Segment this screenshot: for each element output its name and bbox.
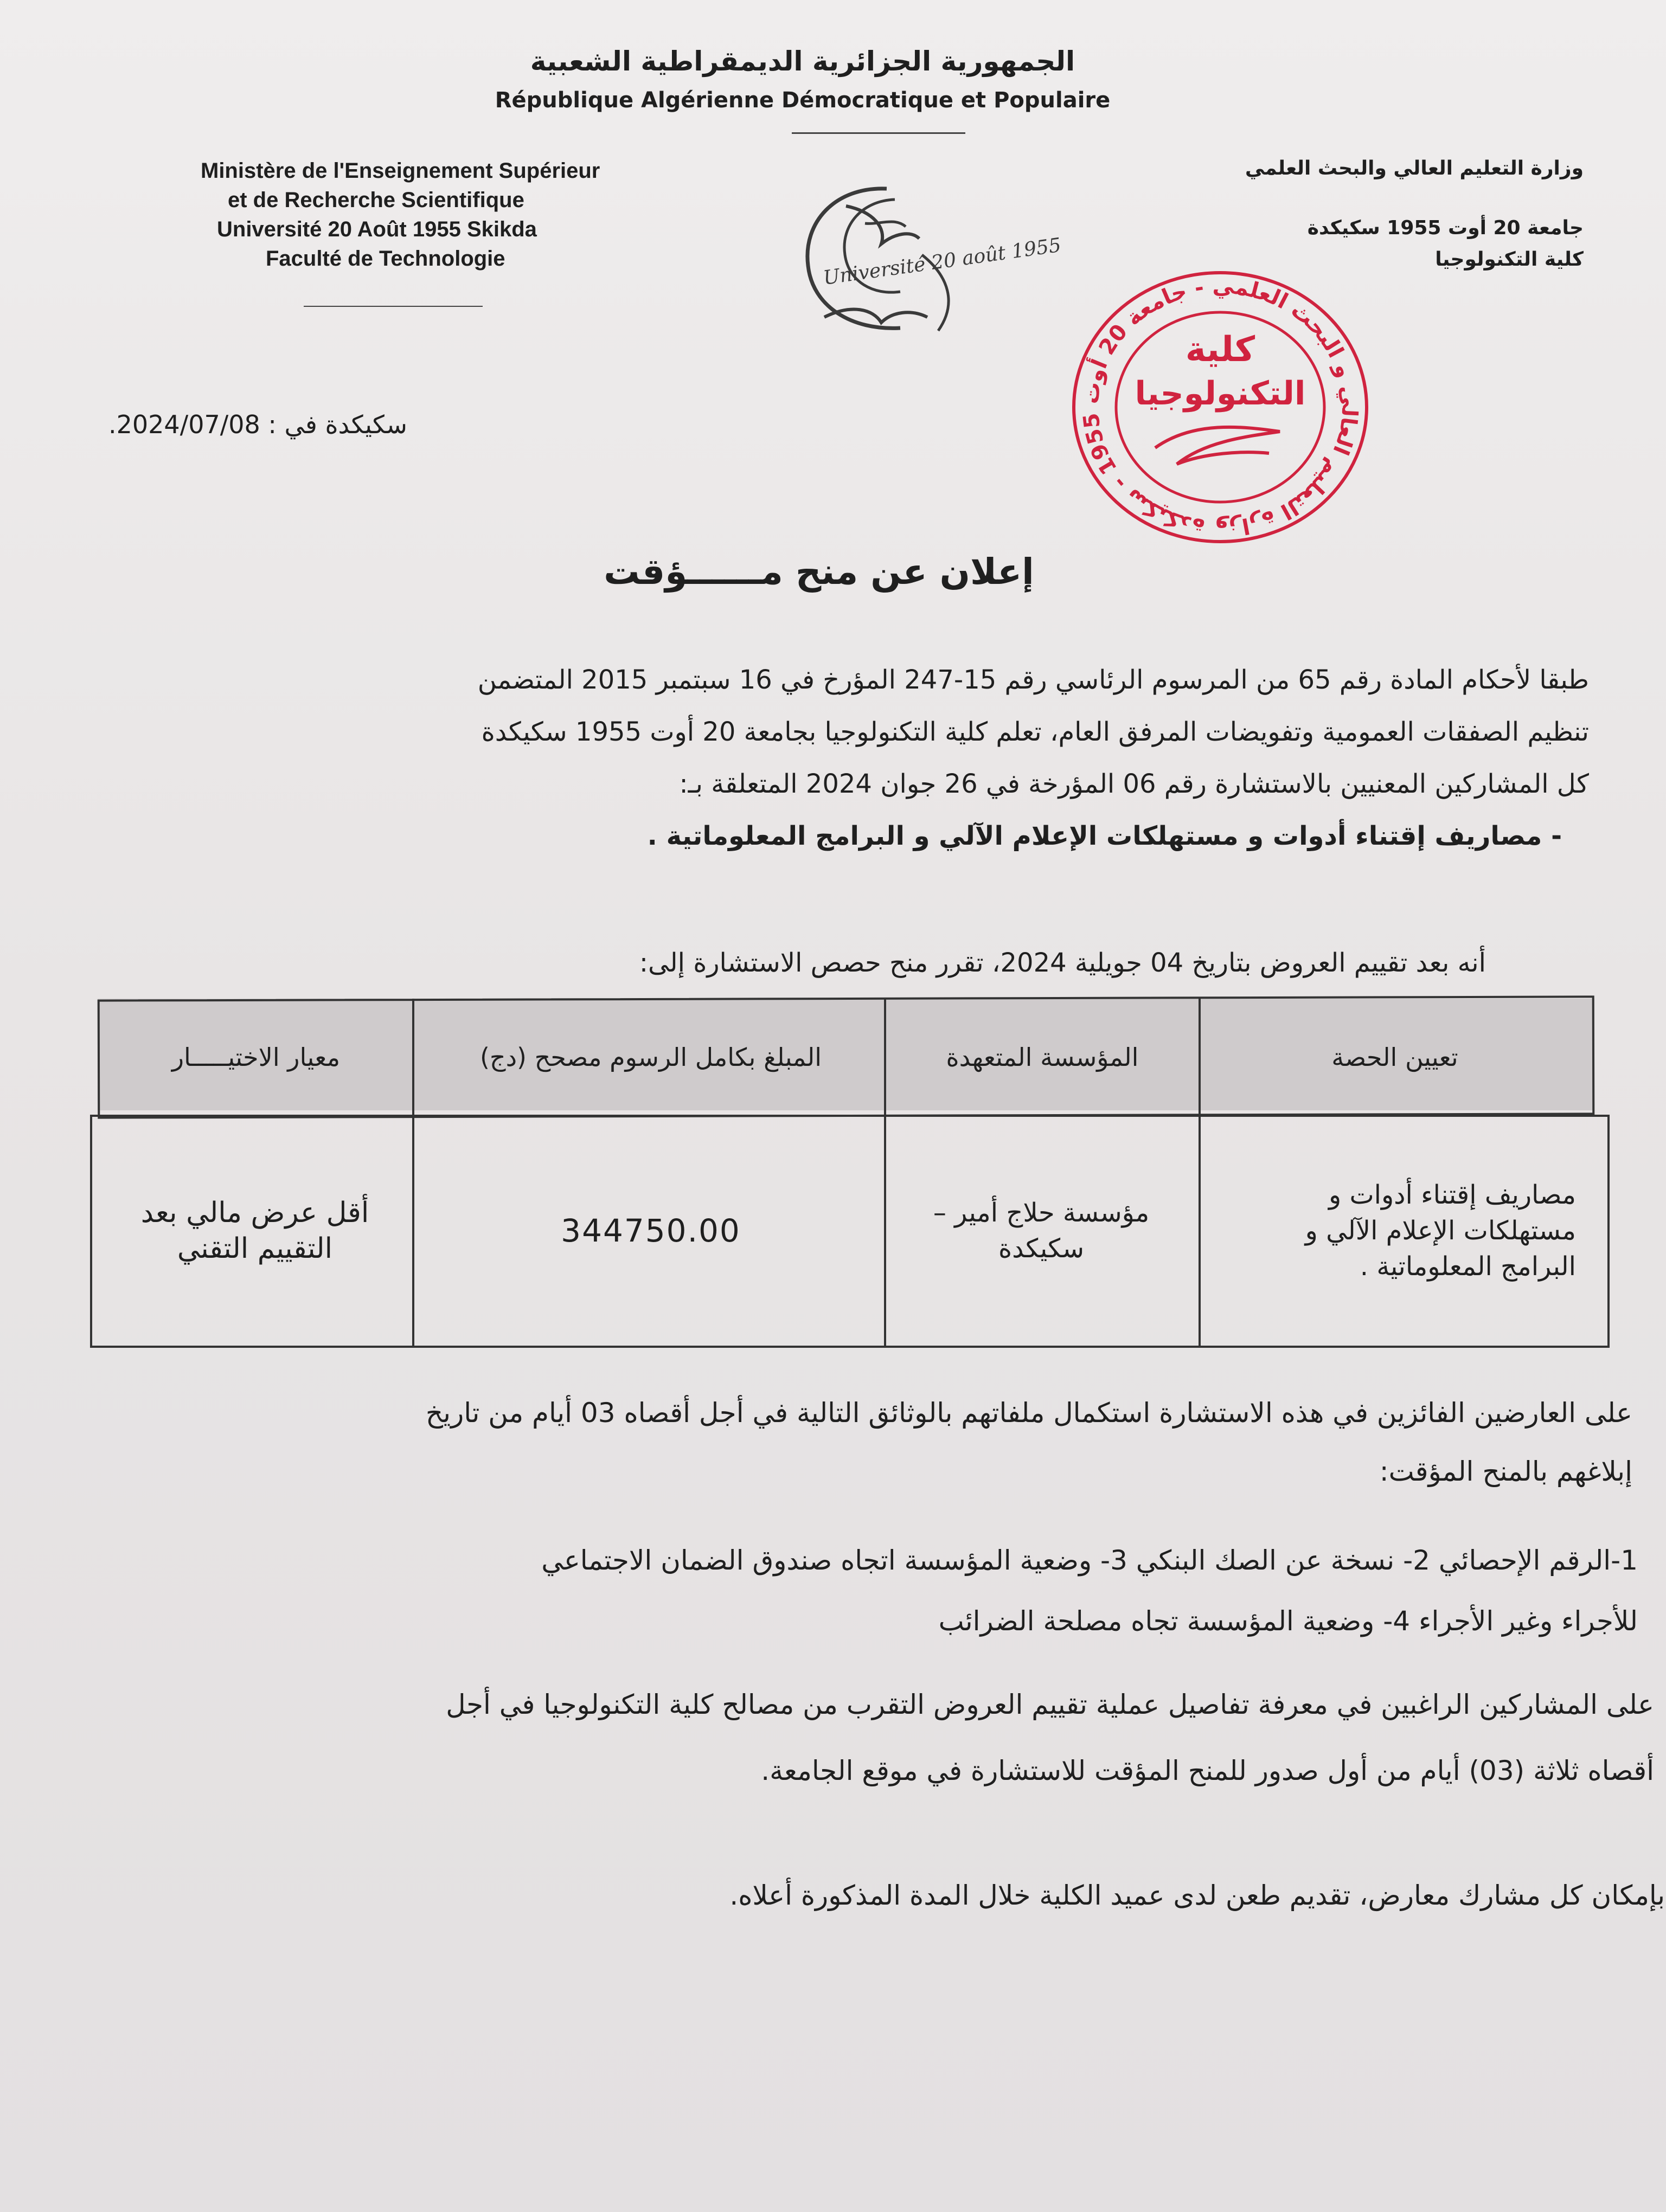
- intro-line: طبقا لأحكام المادة رقم 65 من المرسوم الرئاسي رقم 15-247 المؤرخ في 16 سبتمبر 2015 المتضمن: [477, 665, 1589, 695]
- stamp-center-word-1: كلية: [1185, 330, 1255, 370]
- stamp-center-word-2: التكنولوجيا: [1135, 375, 1306, 413]
- decision-line: أنه بعد تقييم العروض بتاريخ 04 جويلية 2024، تقرر منح حصص الاستشارة إلى:: [639, 948, 1486, 978]
- ministry-ar-line: وزارة التعليم العالي والبحث العلمي: [1245, 157, 1584, 179]
- documents-line: 1-الرقم الإحصائي 2- نسخة عن الصك البنكي 3- وضعية المؤسسة اتجاه صندوق الضمان الاجتماعي: [541, 1545, 1638, 1576]
- instruction-line: إبلاغهم بالمنح المؤقت:: [1379, 1456, 1632, 1487]
- republic-french: République Algérienne Démocratique et Populaire: [495, 88, 1111, 113]
- ministry-fr-line: et de Recherche Scientifique: [228, 188, 524, 212]
- ministry-french-block: [195, 156, 727, 273]
- instruction-line: على العارضين الفائزين في هذه الاستشارة استكمال ملفاتهم بالوثائق التالية في أجل أقصاه 03 أيام من تاريخ: [425, 1397, 1632, 1429]
- header-company: المؤسسة المتعهدة: [946, 1043, 1139, 1072]
- university-fr-line: Université 20 Août 1955 Skikda: [217, 217, 537, 241]
- ministry-fr-line: Ministère de l'Enseignement Supérieur: [201, 159, 600, 183]
- stamp-ring-text: وزارة التعليم العالي و البحث العلمي - جامعة 20 أوت 1955 - سكيكدة: [1078, 273, 1362, 541]
- intro-line: كل المشاركين المعنيين بالاستشارة رقم 06 المؤرخة في 26 جوان 2024 المتعلقة بـ:: [679, 769, 1589, 799]
- ministry-arabic-block: [1155, 153, 1584, 275]
- faculty-fr-line: Faculté de Technologie: [266, 247, 505, 271]
- notice-line: أقصاه ثلاثة (03) أيام من أول صدور للمنح المؤقت للاستشارة في موقع الجامعة.: [761, 1755, 1654, 1786]
- university-logo: [770, 173, 1063, 352]
- required-documents: [174, 1533, 1638, 1648]
- ministry-divider: [304, 306, 483, 307]
- cell-criterion: أقل عرض مالي بعد التقييم التقني: [140, 1197, 369, 1265]
- cell-company: مؤسسة حلاج أمير – سكيكدة: [933, 1198, 1150, 1264]
- intro-line: تنظيم الصفقات العمومية وتفويضات المرفق العام، تعلم كلية التكنولوجيا بجامعة 20 أوت 1955 سكيكدة: [481, 717, 1589, 747]
- notice-line: على المشاركين الراغبين في معرفة تفاصيل عملية تقييم العروض التقرب من مصالح كلية التكنولوجيا في أجل: [446, 1689, 1654, 1720]
- consultation-subject: - مصاريف إقتناء أدوات و مستهلكات الإعلام الآلي و البرامج المعلوماتية .: [647, 821, 1562, 851]
- header-lot: تعيين الحصة: [1331, 1043, 1458, 1072]
- logo-text: Université 20 août 1955: [822, 234, 1063, 290]
- faculty-ar-line: كلية التكنولوجيا: [1435, 248, 1584, 271]
- faculty-stamp: [1063, 263, 1377, 551]
- page-title: إعلان عن منح مــــــؤقت: [604, 551, 1034, 593]
- cell-amount: 344750.00: [561, 1212, 741, 1249]
- header-amount: المبلغ بكامل الرسوم مصحح (دج): [479, 1043, 822, 1072]
- university-ar-line: جامعة 20 أوت 1955 سكيكدة: [1307, 217, 1584, 239]
- intro-paragraph: [98, 654, 1589, 862]
- header-criterion: معيار الاختيـــــار: [171, 1043, 341, 1072]
- winners-instruction: [163, 1386, 1632, 1499]
- appeal-notice: بإمكان كل مشارك معارض، تقديم طعن لدى عميد الكلية خلال المدة المذكورة أعلاه.: [729, 1880, 1665, 1911]
- cell-lot: مصاريف إقتناء أدوات و مستهلكات الإعلام الآلي و البرامج المعلوماتية .: [1305, 1180, 1576, 1282]
- documents-line: للأجراء وغير الأجراء 4- وضعية المؤسسة تجاه مصلحة الضرائب: [938, 1605, 1638, 1637]
- header-divider: [792, 132, 965, 134]
- date-line: سكيكدة في : 2024/07/08.: [108, 410, 407, 439]
- republic-arabic: الجمهورية الجزائرية الديمقراطية الشعبية: [530, 46, 1075, 77]
- evaluation-details-notice: [163, 1677, 1654, 1798]
